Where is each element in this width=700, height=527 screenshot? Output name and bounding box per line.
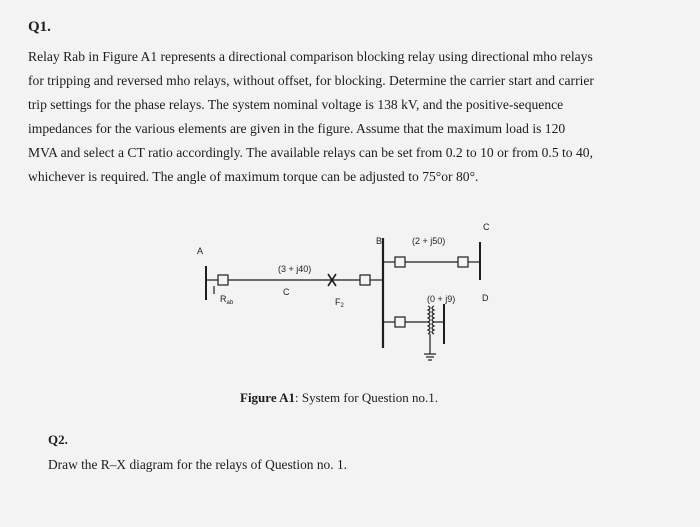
figure-caption-label: Figure A1 <box>240 390 296 405</box>
breaker-b-bc <box>395 257 405 267</box>
system-diagram <box>180 220 510 370</box>
breaker-b-tx <box>395 317 405 327</box>
line-ab-impedance: (3 + j40) <box>278 264 312 274</box>
breaker-b-line <box>360 275 370 285</box>
breaker-a <box>218 275 228 285</box>
line-bc-impedance: (2 + j50) <box>412 236 446 246</box>
question-1-line: trip settings for the phase relays. The system nominal voltage is 138 kV, and the positive-sequence <box>28 97 564 112</box>
question-1-line: impedances for the various elements are given in the figure. Assume that the maximum load is 120 <box>28 121 566 136</box>
transformer-winding-1 <box>428 306 430 334</box>
bus-b-label: B <box>376 236 383 246</box>
bus-a-label: A <box>197 246 204 256</box>
line-ab-point-label: C <box>283 287 290 297</box>
question-2-text: Draw the R–X diagram for the relays of Question no. 1. <box>48 457 347 472</box>
bus-d-label: D <box>482 293 489 303</box>
fault-label-main: F <box>335 297 341 307</box>
question-2-heading: Q2. <box>48 432 68 447</box>
question-1-line: Relay Rab in Figure A1 represents a directional comparison blocking relay using directional mho relays <box>28 49 593 64</box>
question-1-text <box>28 45 650 189</box>
figure-caption <box>240 390 438 406</box>
question-1-line: whichever is required. The angle of maximum torque can be adjusted to 75°or 80°. <box>28 169 479 184</box>
question-1-line: MVA and select a CT ratio accordingly. The available relays can be set from 0.2 to 10 or from 0.5 to 40, <box>28 145 593 160</box>
relay-label-sub: ab <box>226 300 234 306</box>
bus-c-label: C <box>483 222 490 232</box>
fault-label <box>335 297 345 309</box>
fault-label-sub: 2 <box>340 303 344 309</box>
breaker-c <box>458 257 468 267</box>
transformer-winding-2 <box>432 306 434 334</box>
question-1-heading: Q1. <box>28 19 51 35</box>
relay-label <box>220 294 234 306</box>
transformer-impedance: (0 + j9) <box>427 294 456 304</box>
relay-label-main: R <box>220 294 227 304</box>
question-1-line: for tripping and reversed mho relays, without offset, for blocking. Determine the carrier start and carrier <box>28 73 594 88</box>
figure-caption-text: : System for Question no.1. <box>295 390 439 405</box>
